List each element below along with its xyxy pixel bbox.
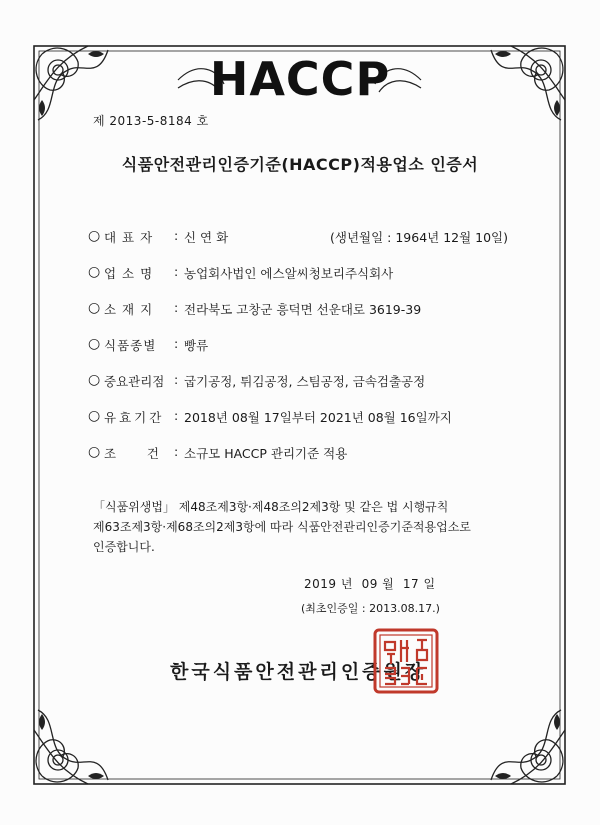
field-validity-period <box>88 408 528 444</box>
field-value: 신 연 화 <box>184 230 229 245</box>
field-label: 대 표 자 <box>104 230 154 245</box>
field-label: 식품종별 <box>104 338 157 353</box>
field-food-type <box>88 336 528 372</box>
field-label: 소 재 지 <box>104 302 154 317</box>
issue-date: 2019 년 09 월 17 일 <box>304 577 436 591</box>
field-label: 조 건 <box>104 446 160 461</box>
circle-bullet-icon: ○ <box>88 228 101 244</box>
field-colon: : <box>174 336 179 351</box>
circle-bullet-icon: ○ <box>88 336 101 352</box>
field-label: 업 소 명 <box>104 266 154 281</box>
field-label: 유효기간 <box>104 410 165 425</box>
field-colon: : <box>174 372 179 387</box>
circle-bullet-icon: ○ <box>88 372 101 388</box>
certificate-number: 제 2013-5-8184 호 <box>93 114 209 128</box>
certificate-fields <box>88 228 528 480</box>
field-value: 전라북도 고창군 흥덕면 선운대로 3619-39 <box>184 302 422 317</box>
circle-bullet-icon: ○ <box>88 444 101 460</box>
haccp-logo: HACCP <box>209 52 391 106</box>
field-value: 농업회사법인 에스알씨청보리주식회사 <box>184 266 394 281</box>
field-colon: : <box>174 228 179 243</box>
field-value: 굽기공정, 튀김공정, 스팀공정, 금속검출공정 <box>184 374 426 389</box>
field-colon: : <box>174 444 179 459</box>
official-seal-icon <box>373 628 439 694</box>
circle-bullet-icon: ○ <box>88 408 101 424</box>
field-colon: : <box>174 300 179 315</box>
field-conditions <box>88 444 528 480</box>
field-critical-control-points <box>88 372 528 408</box>
certification-statement: 「식품위생법」 제48조제3항·제48조의2제3항 및 같은 법 시행규칙 제63조제3항·제68조의2제3항에 따라 식품안전관리인증기준적용업소로 인증합니다. <box>93 500 471 554</box>
certificate-title: 식품안전관리인증기준(HACCP)적용업소 인증서 <box>121 155 479 174</box>
field-representative <box>88 228 528 264</box>
field-colon: : <box>174 264 179 279</box>
field-value: 2018년 08월 17일부터 2021년 08월 16일까지 <box>184 410 452 425</box>
field-business-name <box>88 264 528 300</box>
field-birthdate: (생년월일 : 1964년 12월 10일) <box>330 230 509 245</box>
circle-bullet-icon: ○ <box>88 264 101 280</box>
issuer-name: 한국식품안전관리인증원장 <box>170 661 427 683</box>
circle-bullet-icon: ○ <box>88 300 101 316</box>
field-value: 빵류 <box>184 338 209 353</box>
field-label: 중요관리점 <box>104 374 165 389</box>
first-certification-date: (최초인증일 : 2013.08.17.) <box>301 602 440 615</box>
field-value: 소규모 HACCP 관리기준 적용 <box>184 446 348 461</box>
field-colon: : <box>174 408 179 423</box>
field-address <box>88 300 528 336</box>
